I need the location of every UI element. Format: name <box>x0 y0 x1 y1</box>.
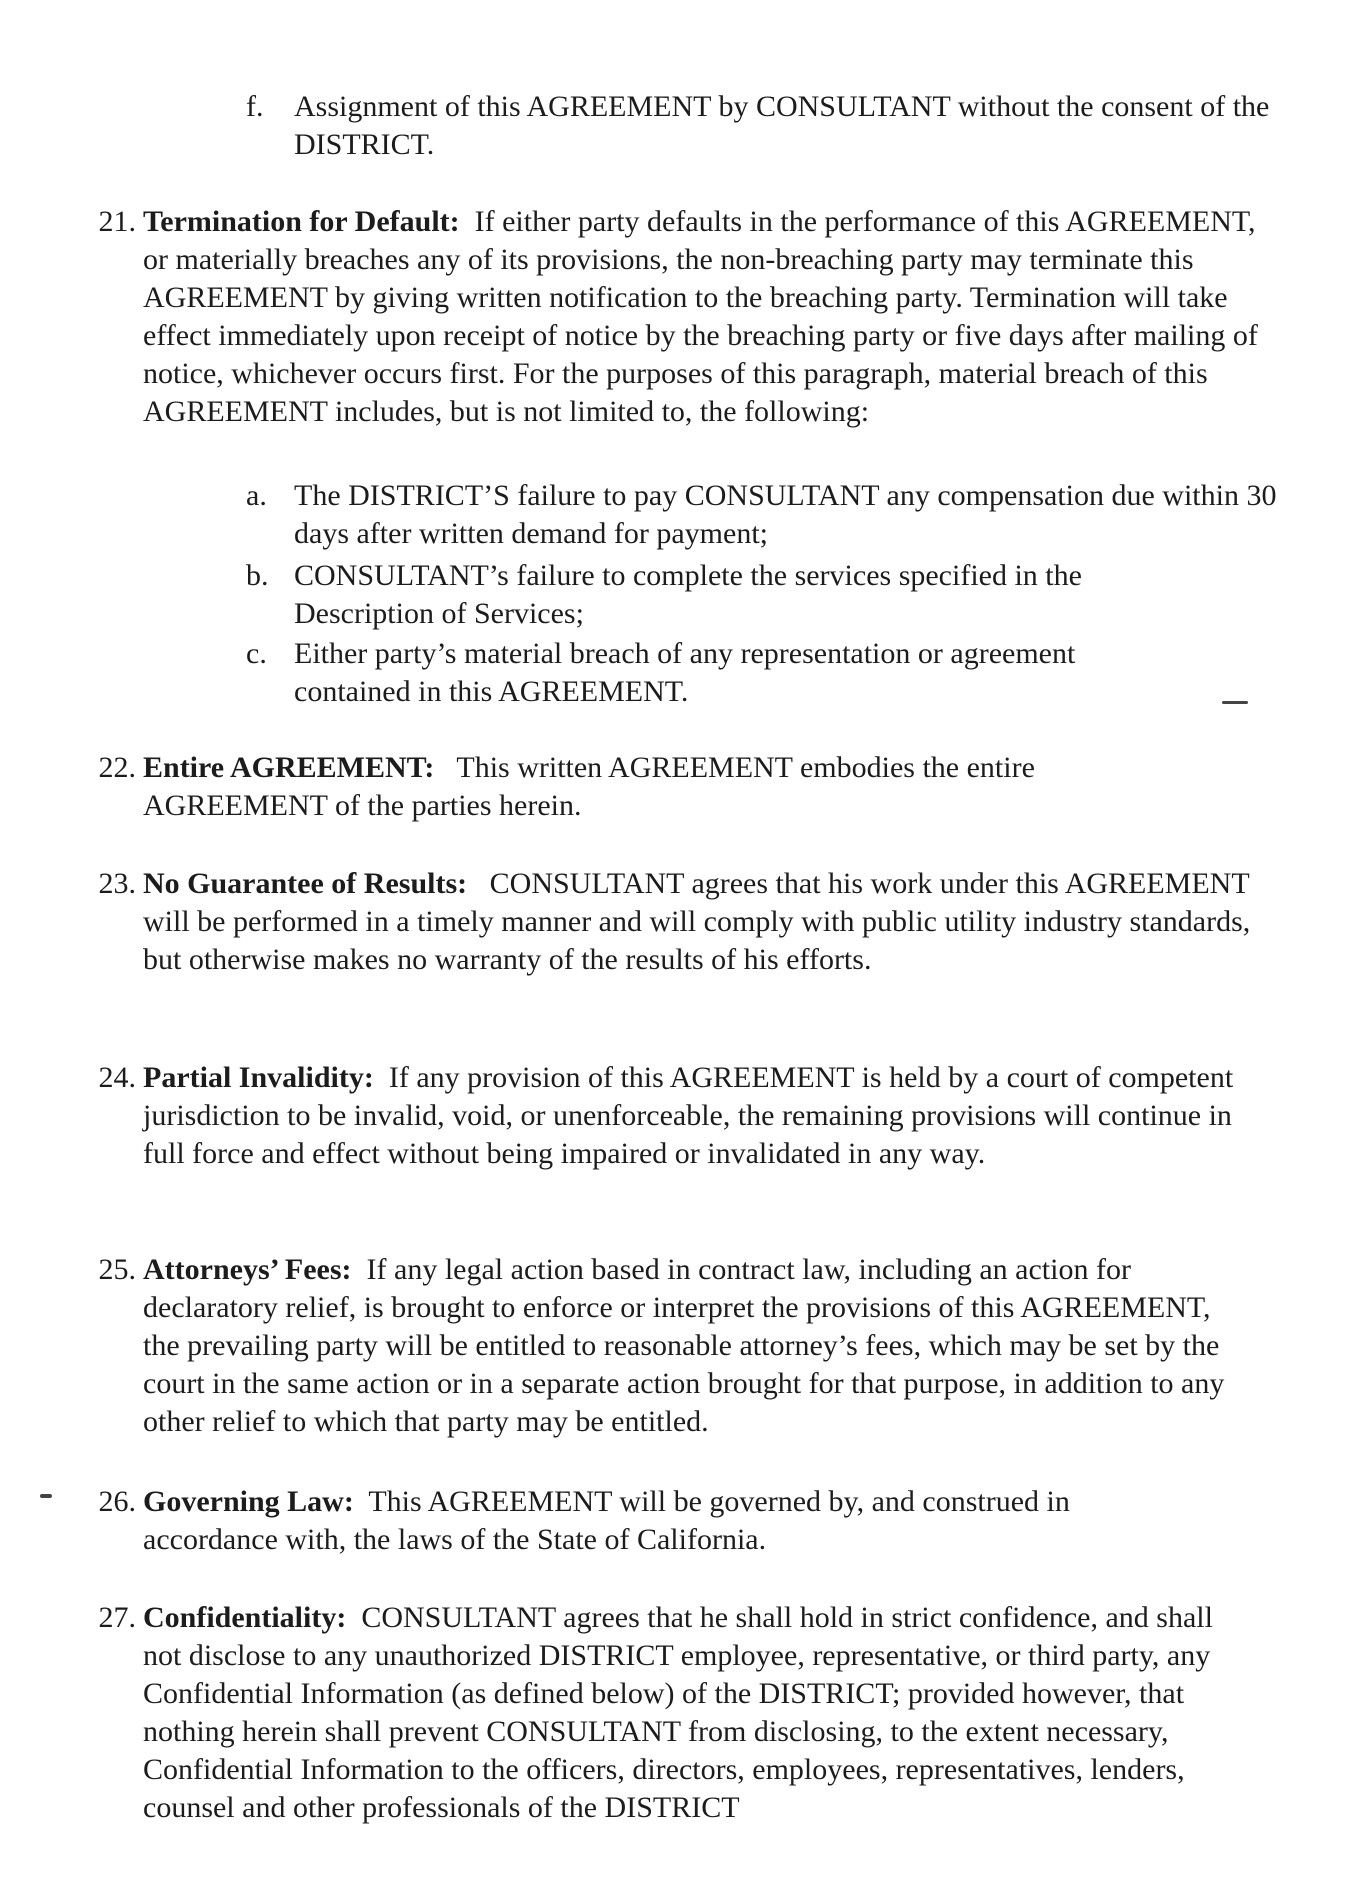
section-body <box>143 1483 1183 1559</box>
section-number: 27. <box>98 1601 136 1634</box>
section-heading: No Guarantee of Results: <box>143 867 468 900</box>
section-body <box>143 1251 1253 1441</box>
item-letter: f. <box>246 90 264 123</box>
section-body <box>143 865 1253 979</box>
section-number: 26. <box>98 1485 136 1518</box>
section-heading: Partial Invalidity: <box>143 1061 374 1094</box>
list-item-f <box>246 88 1306 164</box>
section-heading: Attorneys’ Fees: <box>143 1253 352 1286</box>
item-text: Assignment of this AGREEMENT by CONSULTANT without the consent of the DISTRICT. <box>294 90 1270 161</box>
section-text: If either party defaults in the performance of this AGREEMENT, or materially breaches any of its provisions, the non-breaching party may terminate this AGREEMENT by giving written notification to the breaching party. Termination will take effect immediately upon receipt of notice by the breaching party or five days after mailing of notice, whichever occurs first. For the purposes of this paragraph, material breach of this AGREEMENT includes, but is not limited to, the following: <box>143 205 1258 428</box>
section-number: 22. <box>98 751 136 784</box>
list-item-a <box>246 477 1306 553</box>
list-item-b <box>246 557 1306 633</box>
section-21 <box>0 203 1366 478</box>
item-letter: c. <box>246 637 267 670</box>
section-body <box>143 1599 1253 1827</box>
scan-speck <box>40 1494 52 1498</box>
section-number: 25. <box>98 1253 136 1286</box>
section-25 <box>0 1251 1366 1451</box>
section-24 <box>0 1059 1366 1219</box>
section-heading: Governing Law: <box>143 1485 354 1518</box>
section-heading: Termination for Default: <box>143 205 460 238</box>
section-22 <box>0 749 1366 829</box>
item-text: Either party’s material breach of any representation or agreement contained in this AGREEMENT. <box>294 637 1076 708</box>
section-text: This written AGREEMENT embodies the entire AGREEMENT of the parties herein. <box>143 751 1035 822</box>
scan-speck <box>1222 701 1248 704</box>
section-23 <box>0 865 1366 1025</box>
section-number: 23. <box>98 867 136 900</box>
item-text: CONSULTANT’s failure to complete the services specified in the Description of Services; <box>294 559 1082 630</box>
section-text: If any legal action based in contract law, including an action for declaratory relief, is brought to enforce or interpret the provisions of this AGREEMENT, the prevailing party will be entitled to reasonable attorney’s fees, which may be set by the court in the same action or in a separate action brought for that purpose, in addition to any other relief to which that party may be entitled. <box>143 1253 1225 1438</box>
section-27 <box>0 1599 1366 1839</box>
section-heading: Confidentiality: <box>143 1601 347 1634</box>
section-body <box>143 749 1163 825</box>
item-text: The DISTRICT’S failure to pay CONSULTANT any compensation due within 30 days after written demand for payment; <box>294 479 1277 550</box>
list-item-c <box>246 635 1306 711</box>
section-text: CONSULTANT agrees that his work under this AGREEMENT will be performed in a timely manner and will comply with public utility industry standards, but otherwise makes no warranty of the results of his efforts. <box>143 867 1251 976</box>
section-body <box>143 1059 1273 1173</box>
section-body <box>143 203 1283 431</box>
item-letter: b. <box>246 559 269 592</box>
section-text: CONSULTANT agrees that he shall hold in strict confidence, and shall not disclose to any unauthorized DISTRICT employee, representative, or third party, any Confidential Information (as defined below) of the DISTRICT; provided however, that nothing herein shall prevent CONSULTANT from disclosing, to the extent necessary, Confidential Information to the officers, directors, employees, representatives, lenders, counsel and other professionals of the DISTRICT <box>143 1601 1213 1824</box>
section-heading: Entire AGREEMENT: <box>143 751 435 784</box>
section-text: This AGREEMENT will be governed by, and construed in accordance with, the laws of the State of California. <box>143 1485 1070 1556</box>
section-text: If any provision of this AGREEMENT is held by a court of competent jurisdiction to be invalid, void, or unenforceable, the remaining provisions will continue in full force and effect without being impaired or invalidated in any way. <box>143 1061 1234 1170</box>
section-number: 24. <box>98 1061 136 1094</box>
section-26 <box>0 1483 1366 1563</box>
item-letter: a. <box>246 479 267 512</box>
section-number: 21. <box>98 205 136 238</box>
